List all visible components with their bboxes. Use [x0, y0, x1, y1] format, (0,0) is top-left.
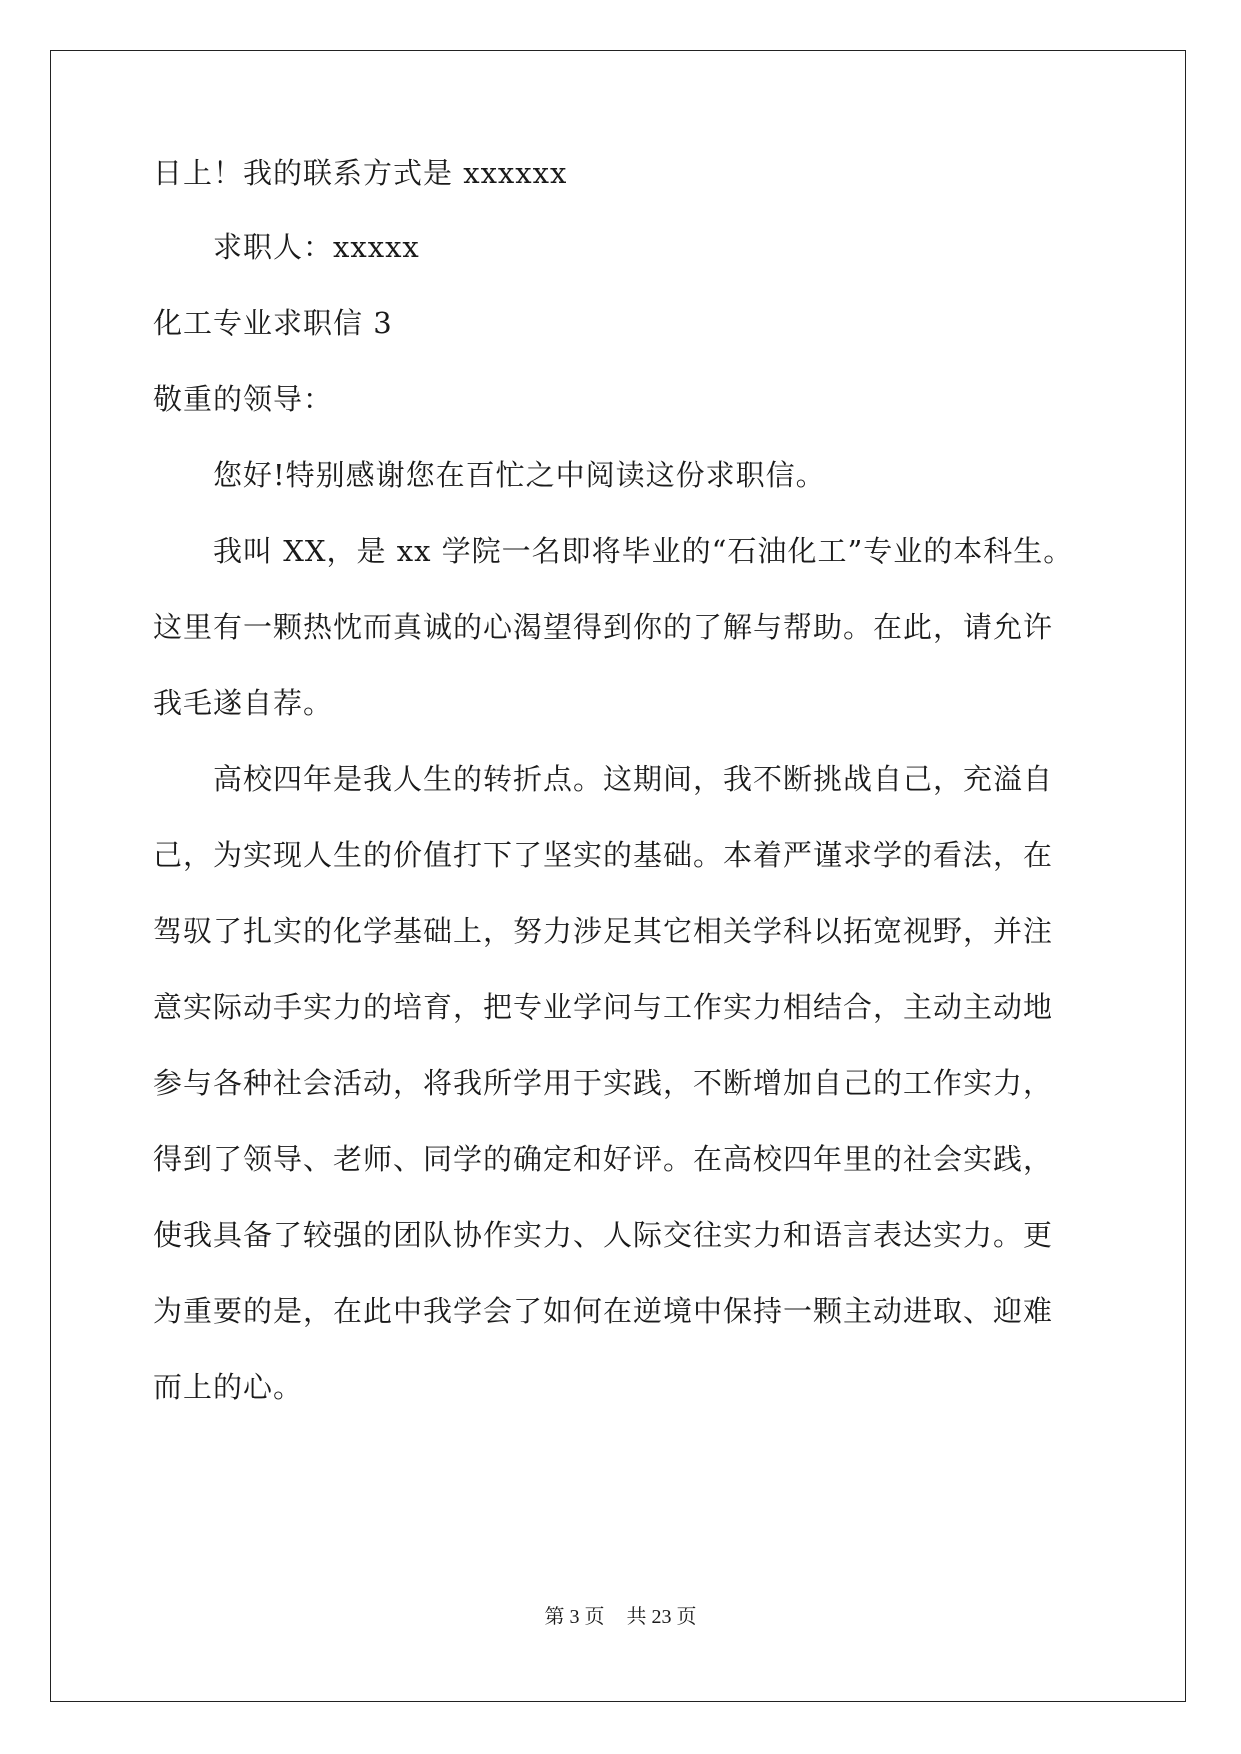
paragraph-line: 高校四年是我人生的转折点。这期间，我不断挑战自己，充溢自: [213, 762, 1054, 796]
page-number: 第 3 页: [544, 1606, 605, 1628]
paragraph-line: 而上的心。: [153, 1370, 304, 1404]
page-border: [50, 50, 1186, 1702]
page-footer: [0, 1604, 1241, 1630]
signature-line: 求职人：xxxxx: [213, 230, 420, 264]
paragraph-line: 意实际动手实力的培育，把专业学问与工作实力相结合，主动主动地: [153, 990, 1054, 1024]
salutation: 敬重的领导：: [153, 382, 334, 416]
total-pages: 共 23 页: [626, 1606, 697, 1628]
letter-title: 化工专业求职信 3: [153, 306, 393, 340]
paragraph-line: 己，为实现人生的价值打下了坚实的基础。本着严谨求学的看法，在: [153, 838, 1054, 872]
contact-line: 日上！我的联系方式是 xxxxxx: [153, 156, 568, 190]
greeting-line: 您好!特别感谢您在百忙之中阅读这份求职信。: [213, 458, 826, 492]
paragraph-line: 驾驭了扎实的化学基础上，努力涉足其它相关学科以拓宽视野，并注: [153, 914, 1054, 948]
paragraph-line: 这里有一颗热忱而真诚的心渴望得到你的了解与帮助。在此，请允许: [153, 610, 1054, 644]
paragraph-line: 为重要的是，在此中我学会了如何在逆境中保持一颗主动进取、迎难: [153, 1294, 1054, 1328]
paragraph-line: 得到了领导、老师、同学的确定和好评。在高校四年里的社会实践，: [153, 1142, 1054, 1176]
paragraph-line: 我毛遂自荐。: [153, 686, 334, 720]
paragraph-line: 使我具备了较强的团队协作实力、人际交往实力和语言表达实力。更: [153, 1218, 1054, 1252]
paragraph-line: 我叫 XX，是 xx 学院一名即将毕业的“石油化工”专业的本科生。: [213, 534, 1074, 568]
paragraph-line: 参与各种社会活动，将我所学用于实践，不断增加自己的工作实力，: [153, 1066, 1054, 1100]
